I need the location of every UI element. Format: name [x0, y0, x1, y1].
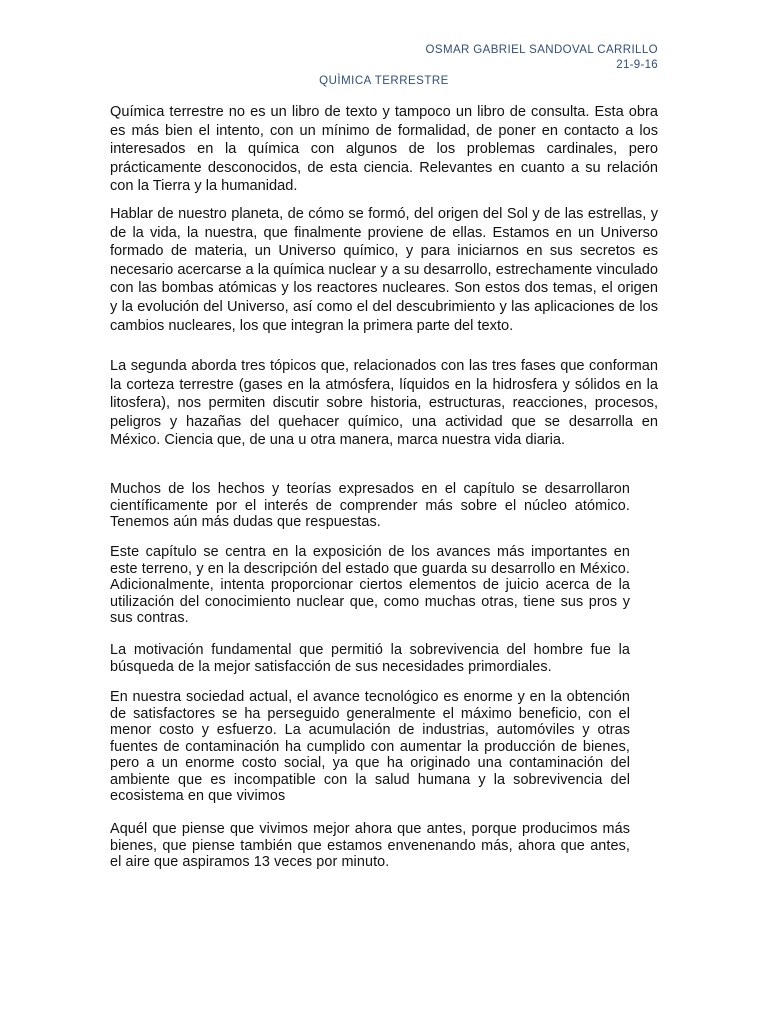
paragraph-conclusion: Aquél que piense que vivimos mejor ahora que antes, porque producimos más bienes, que piense también que estamos envenenando más, ahora que antes, el aire que aspiramos 13 veces por minuto. [110, 821, 630, 870]
document-title: QUÌMICA TERRESTRE [319, 75, 449, 87]
paragraph-second-part: La segunda aborda tres tópicos que, relacionados con las tres fases que conforman la corteza terrestre (gases en la atmósfera, líquidos en la hidrosfera y sólidos en la litosfera), nos permiten discutir sobre historia, estructuras, reacciones, procesos, peligros y hazañas del quehacer químico, una actividad que se desarrolla en México. Ciencia que, de una u otra manera, marca nuestra vida diaria. [110, 358, 658, 449]
paragraph-facts-theories: Muchos de los hechos y teorías expresados en el capítulo se desarrollaron científicamente por el interés de comprender más sobre el núcleo atómico. Tenemos aún más dudas que respuestas. [110, 481, 630, 530]
paragraph-motivation: La motivación fundamental que permitió la sobrevivencia del hombre fue la búsqueda de la mejor satisfacción de sus necesidades primordiales. [110, 642, 630, 675]
paragraph-intro: Química terrestre no es un libro de texto y tampoco un libro de consulta. Esta obra es más bien el intento, con un mínimo de formalidad, de poner en contacto a los interesados en la química con algunos de los problemas cardinales, pero prácticamente desconocidos, de esta ciencia. Relevantes en cuanto a su relación con la Tierra y la humanidad. [110, 104, 658, 195]
paragraph-planet: Hablar de nuestro planeta, de cómo se formó, del origen del Sol y de las estrellas, y de la vida, la nuestra, que finalmente proviene de ellas. Estamos en un Universo formado de materia, un Universo químico, y para iniciarnos en sus secretos es necesario acercarse a la química nuclear y a su desarrollo, estrechamente vinculado con las bombas atómicas y los reactores nucleares. Son estos dos temas, el origen y la evolución del Universo, así como el del descubrimiento y las aplicaciones de los cambios nucleares, los que integran la primera parte del texto. [110, 206, 658, 334]
document-date: 21-9-16 [616, 59, 658, 71]
paragraph-chapter-focus: Este capítulo se centra en la exposición de los avances más importantes en este terreno, y en la descripción del estado que guarda su desarrollo en México. Adicionalmente, intenta proporcionar ciertos elementos de juicio acerca de la utilización del conocimiento nuclear que, como muchas otras, tiene sus pros y sus contras. [110, 544, 630, 626]
paragraph-modern-society: En nuestra sociedad actual, el avance tecnológico es enorme y en la obtención de satisfactores se ha perseguido generalmente el máximo beneficio, con el menor costo y esfuerzo. La acumulación de industrias, automóviles y otras fuentes de contaminación ha cumplido con aumentar la producción de bienes, pero a un enorme costo social, ya que ha originado una contaminación del ambiente que es incompatible con la salud humana y la sobrevivencia del ecosistema en que vivimos [110, 689, 630, 804]
author-name: OSMAR GABRIEL SANDOVAL CARRILLO [425, 44, 658, 56]
